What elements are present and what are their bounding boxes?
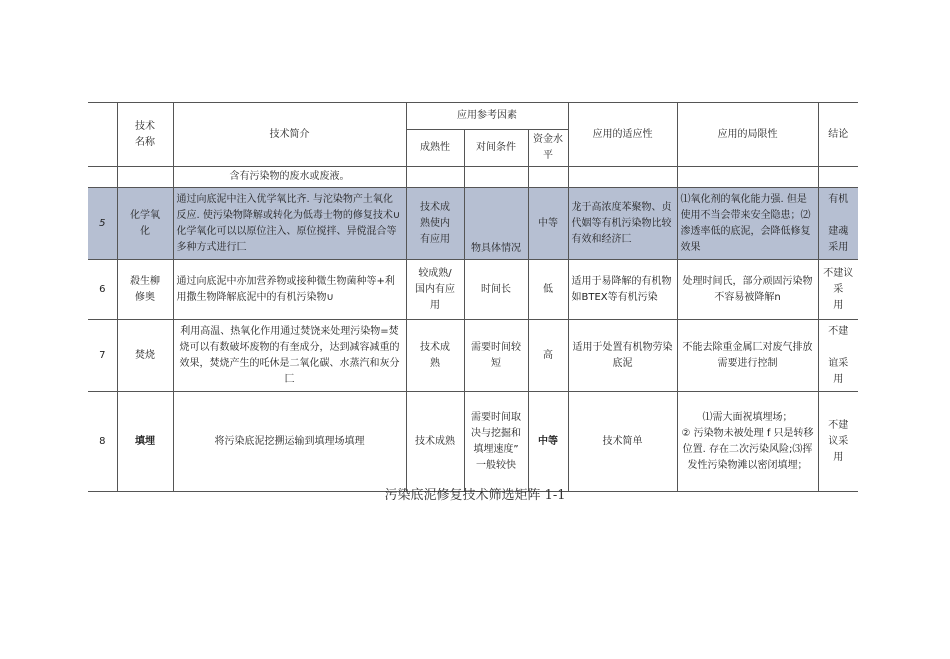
row-maturity: 较成熟/ 国内有应 用 <box>406 260 464 320</box>
table-row-8 <box>88 392 858 492</box>
continuation-text: 含有污染物的废水或废液。 <box>173 167 406 188</box>
continuation-no <box>88 167 117 188</box>
header-cost: 资金水 平 <box>528 130 568 167</box>
continuation-empty-2 <box>464 167 528 188</box>
technology-screening-matrix <box>88 102 858 492</box>
header-limitations: 应用的局限性 <box>677 103 818 167</box>
row-suitability: 适用于易降解的有机物如BTEX等有机污染 <box>568 260 677 320</box>
header-time: 对间条件 <box>464 130 528 167</box>
row-maturity: 技术成 熟 <box>406 320 464 392</box>
row-no: 5 <box>88 188 117 260</box>
header-no <box>88 103 117 167</box>
row-limitations: 处理时间氏，部分顽固污染物不容易被降解n <box>677 260 818 320</box>
row-suitability: 技术简单 <box>568 392 677 492</box>
row-conclusion: 不建议 采 用 <box>818 260 858 320</box>
header-factors: 应用参考因素 <box>406 103 568 130</box>
header-conclusion: 结论 <box>818 103 858 167</box>
row-intro: 通过向底泥中注入优学氧比齐. 与沱染物产土氧化反应. 使污染物降解或转化为低毒士物的修复技术∪化学氧化可以以原位注入、原位搅拌、异傥混合等多种方式进行匚 <box>173 188 406 260</box>
continuation-empty-1 <box>406 167 464 188</box>
row-maturity: 技术成 熟使内 有应用 <box>406 188 464 260</box>
table-row-7 <box>88 320 858 392</box>
continuation-empty-4 <box>568 167 677 188</box>
continuation-empty-3 <box>528 167 568 188</box>
row-limitations: ⑴氧化剂的氧化能力强. 但是使用不当会带来安全隐患；⑵渗透率低的底泥，会降低修复效果 <box>677 188 818 260</box>
row-intro: 将污染底泥挖搠运输到填理场填理 <box>173 392 406 492</box>
continuation-name <box>117 167 173 188</box>
row-cost: 低 <box>528 260 568 320</box>
table-row-6 <box>88 260 858 320</box>
header-maturity: 成熟性 <box>406 130 464 167</box>
row-suitability: 适用于处置有机物劳染底泥 <box>568 320 677 392</box>
table-row-5 <box>88 188 858 260</box>
row-conclusion: 不建 谊采 用 <box>818 320 858 392</box>
row-intro: 利用高温、热氧化作用通过焚饶来处理污染物=焚烧可以有数破坏废物的有奎成分，达到减容减重的效果，焚烧产生的吒休是二氧化碳、水蒸汽和灰分匚 <box>173 320 406 392</box>
row-cost: 中等 <box>528 188 568 260</box>
row-conclusion: 有机 建魂 采用 <box>818 188 858 260</box>
row-limitations: 不能去除重金属匚对废气排放需要进行控制 <box>677 320 818 392</box>
row-cost: 中等 <box>528 392 568 492</box>
row-cost: 高 <box>528 320 568 392</box>
row-time: 需要时间取 决与挖掘和 填埋速度” 一般较快 <box>464 392 528 492</box>
row-name: 填埋 <box>117 392 173 492</box>
row-limitations: ⑴需大面祝填埋场； ② 污染物未被处理 f 只是转移位置. 存在二次污染风险;⑶挥发性污染物滩以密闭填埋； <box>677 392 818 492</box>
header-row-1 <box>88 103 858 130</box>
row-no: 7 <box>88 320 117 392</box>
row-suitability: 龙于高浓度苯聚物、贞代姻等有机污染物比较有效和经济匚 <box>568 188 677 260</box>
row-time: 物具体情况 <box>464 188 528 260</box>
continuation-empty-5 <box>677 167 818 188</box>
continuation-row <box>88 167 858 188</box>
row-intro: 通过向底泥中亦加营养物或接种微生物菌种等+利用撒生物降解底泥中的有机污染物∪ <box>173 260 406 320</box>
row-conclusion: 不建 议采 用 <box>818 392 858 492</box>
row-name: 殺生柳 修奥 <box>117 260 173 320</box>
row-no: 6 <box>88 260 117 320</box>
row-name: 焚烧 <box>117 320 173 392</box>
header-suitability: 应用的适应性 <box>568 103 677 167</box>
header-intro: 技术简介 <box>173 103 406 167</box>
row-name: 化学氧 化 <box>117 188 173 260</box>
row-time: 时间长 <box>464 260 528 320</box>
row-no: 8 <box>88 392 117 492</box>
row-maturity: 技术成熟 <box>406 392 464 492</box>
header-name: 技术 名称 <box>117 103 173 167</box>
table-caption: 污染底泥修复技术筛选矩阵 1-1 <box>384 488 566 503</box>
row-time: 需要时间较 短 <box>464 320 528 392</box>
continuation-empty-6 <box>818 167 858 188</box>
